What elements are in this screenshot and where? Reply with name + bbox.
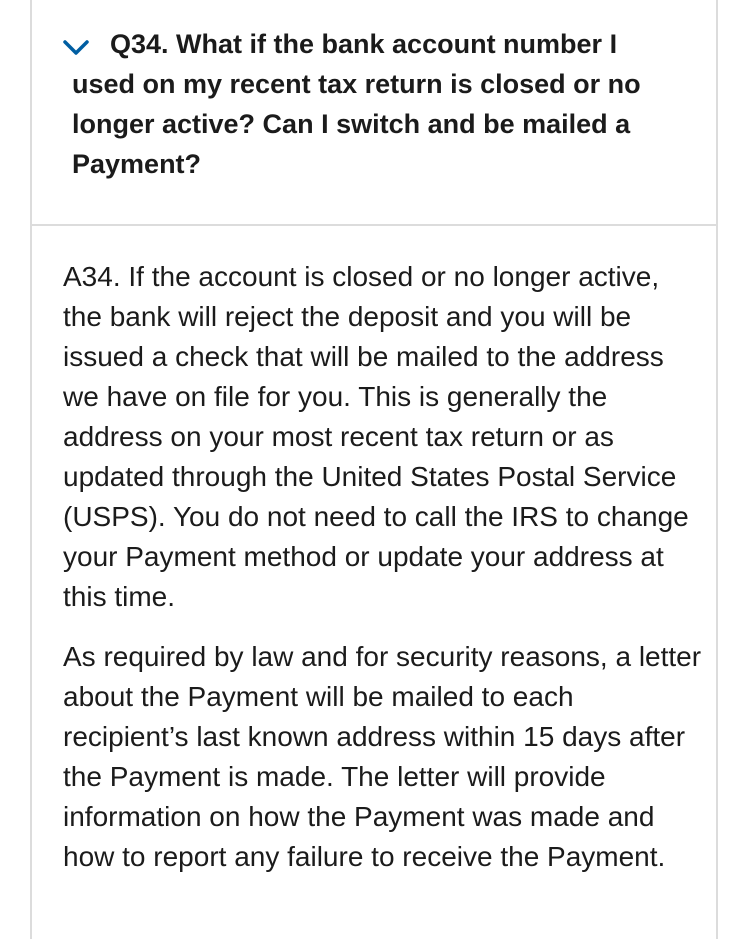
faq-answer-paragraph: A34. If the account is closed or no longer active, the bank will reject the deposit and you will be issued a check that will be mailed to the address we have on file for you. This is generally the address on your most recent tax return or as updated through the United States Postal Service (USPS). You do not need to call the IRS to change your Payment method or update your address at this time. [63,261,689,612]
faq-question-toggle[interactable] [32,0,716,226]
faq-answer-panel [32,226,716,939]
faq-accordion-item [30,0,718,939]
faq-question-text[interactable]: Q34. What if the bank account number I used on my recent tax return is closed or no longer active? Can I switch and be mailed a Payment? [72,29,641,179]
faq-answer-paragraph: As required by law and for security reasons, a letter about the Payment will be mailed to each recipient’s last known address within 15 days after the Payment is made. The letter will provide information on how the Payment was made and how to report any failure to receive the Payment. [63,641,702,872]
